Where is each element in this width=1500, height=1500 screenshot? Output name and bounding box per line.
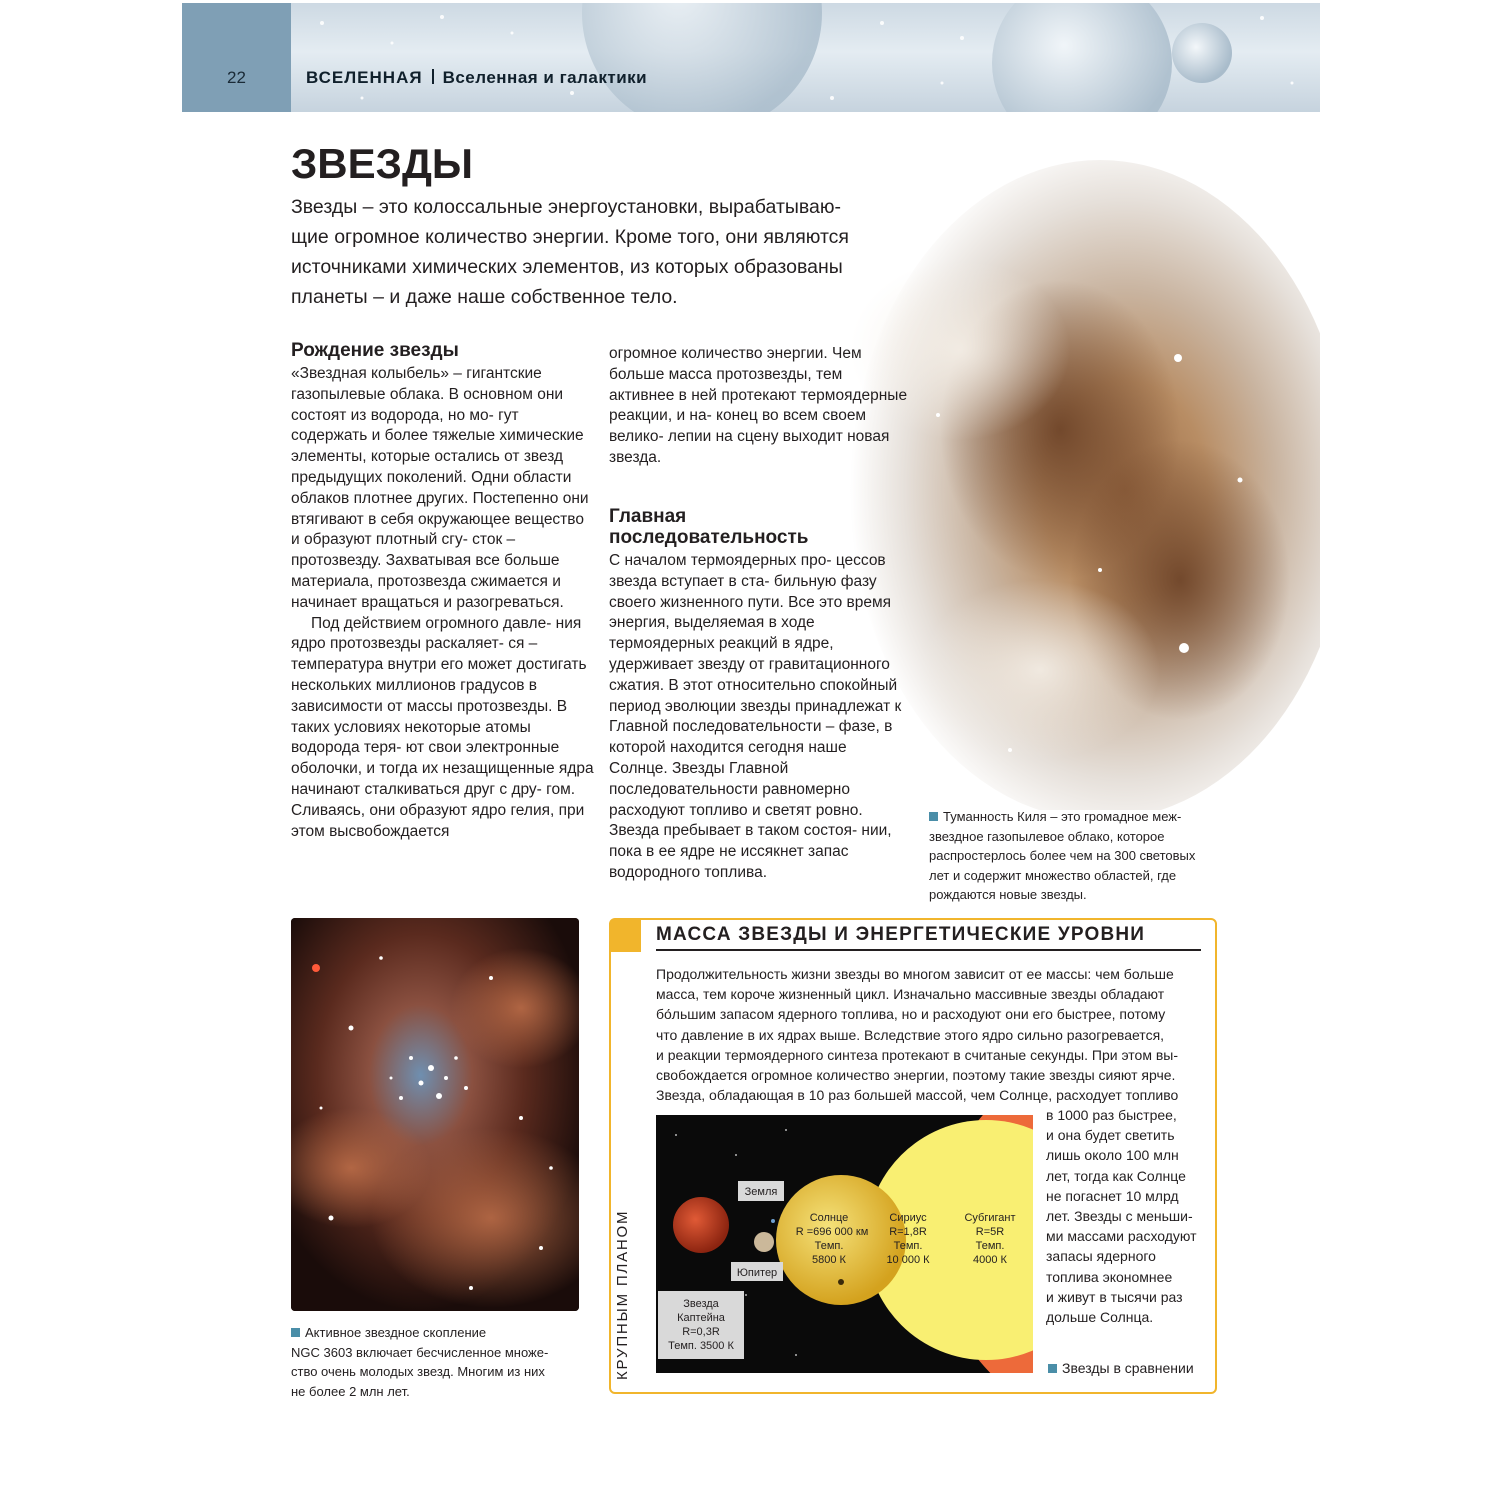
paragraph: «Звездная колыбель» – гигантские газопылевые облака. В основном они состоят из водорода, но мо- гут содержать и более тяжелые химические элементы, которые остались от звезд предыдущих поколений. Одни области облаков плотнее других. Постепенно они втягивают в себя окружающее вещество и образуют плотный сгу- сток – протозвезду. Захватывая все больше материала, протозвезда сжимается и начинает вращаться и разогреваться. [291, 365, 589, 611]
subgiant-label: R=5R [975, 1226, 1005, 1238]
jupiter-planet [754, 1232, 774, 1252]
page-number: 22 [227, 68, 246, 87]
heading-line: последовательность [609, 527, 809, 548]
article-title: ЗВЕЗДЫ [291, 140, 474, 187]
box-vertical-label: КРУПНЫМ ПЛАНОМ [614, 1209, 631, 1380]
star-birth-text [291, 364, 596, 842]
caption-line: рождаются новые звезды. [929, 887, 1087, 902]
subgiant-label: Субгигант [964, 1212, 1016, 1224]
caption-line: Туманность Киля – это громадное меж- [943, 809, 1182, 824]
box-line: лишь около 100 млн [1046, 1147, 1179, 1164]
ngc3603-image [291, 918, 579, 1311]
box-line: дольше Солнца. [1046, 1309, 1154, 1326]
kapteyn-label: Каптейна [677, 1312, 725, 1324]
lead-line: источниками химических элементов, из которых образованы [291, 256, 843, 278]
subgiant-label: Темп. [975, 1240, 1005, 1252]
star-comparison-graphic [656, 1115, 1033, 1373]
star-birth-text-continued [609, 344, 909, 469]
sun-label: R =696 000 км [795, 1226, 869, 1238]
cluster-caption [291, 1323, 581, 1401]
box-line: лет. Звезды с меньши- [1046, 1208, 1193, 1225]
box-line: масса, тем короче жизненный цикл. Изначально массивные звезды обладают [656, 986, 1165, 1003]
comparison-caption [1048, 1359, 1194, 1379]
box-line: Продолжительность жизни звезды во многом зависит от ее массы: чем больше [656, 966, 1174, 982]
caption-line: Активное звездное скопление [305, 1325, 487, 1340]
caption-line: лет и содержит множество областей, где [929, 867, 1177, 883]
subgiant-label: 4000 К [973, 1254, 1007, 1266]
earth-planet [771, 1219, 775, 1223]
lead-line: щие огромное количество энергии. Кроме того, они являются [291, 226, 849, 248]
sirius-label: Сириус [889, 1212, 927, 1224]
sirius-label: R=1,8R [889, 1226, 927, 1238]
heading-main-sequence [609, 506, 808, 548]
box-title-rule [656, 949, 1201, 951]
box-side-text [1046, 1105, 1211, 1327]
sun-spot [838, 1279, 844, 1285]
star-comparison-diagram [656, 1115, 1033, 1373]
planets-banner-image [182, 3, 1320, 112]
box-line: в 1000 раз быстрее, [1046, 1107, 1177, 1123]
caption-marker [291, 1328, 300, 1337]
box-line: и она будет светить [1046, 1127, 1175, 1144]
box-line: Звезда, обладающая в 10 раз большей массой, чем Солнце, расходует топливо [656, 1087, 1179, 1104]
kapteyn-label: Темп. 3500 К [668, 1340, 734, 1352]
kapteyn-label: Звезда [683, 1298, 719, 1310]
box-line: не погаснет 10 млрд [1046, 1187, 1179, 1204]
caption-line: звездное газопылевое облако, которое [929, 828, 1165, 844]
heading-line: Главная [609, 506, 687, 527]
main-sequence-text [609, 551, 909, 884]
box-text [656, 964, 1201, 1105]
lead-line: планеты – и даже наше собственное тело. [291, 286, 678, 308]
heading-star-birth: Рождение звезды [291, 340, 459, 361]
lead-line: Звезды – это колоссальные энергоустановки, вырабатываю- [291, 196, 841, 218]
sun-label: Темп. [814, 1240, 844, 1252]
nebula-caption [929, 807, 1219, 905]
box-line: что давление в их ядрах выше. Вследствие этого ядро сильно разогревается, [656, 1026, 1165, 1043]
box-line: топлива экономнее [1046, 1268, 1173, 1285]
kapteyn-label: R=0,3R [682, 1326, 720, 1338]
box-line: свобождается огромное количество энергии, поэтому такие звезды сияют ярче. [656, 1067, 1176, 1084]
caption-line: NGC 3603 включает бесчисленное множе- [291, 1344, 549, 1360]
carina-nebula-image [840, 150, 1320, 810]
box-line: запасы ядерного [1046, 1248, 1156, 1265]
page-number-box [182, 3, 291, 112]
box-line: бо́льшим запасом ядерного топлива, но и расходуют они его быстрее, потому [656, 1006, 1166, 1023]
box-line: ми массами расходуют [1046, 1228, 1197, 1245]
paragraph: С началом термоядерных про- цессов звезда вступает в ста- бильную фазу своего жизненного пути. Все это время энергия, выделяемая в ходе термоядерных реакций в ядре, удерживает звезду от гравитационного сжатия. В этот относительно спокойный период эволюции звезды принадлежат к Главной последовательности – фазе, в которой находится сегодня наше Солнце. Звезды Главной последовательности равномерно расходуют топливо и светят ровно. Звезда пребывает в таком состоя- нии, пока в ее ядре не иссякнет запас водородного топлива. [609, 552, 902, 881]
divider [432, 69, 434, 84]
caption-marker [929, 812, 938, 821]
caption-marker [1048, 1364, 1057, 1373]
box-tab [611, 920, 641, 952]
running-head [306, 68, 647, 88]
box-title: МАССА ЗВЕЗДЫ И ЭНЕРГЕТИЧЕСКИЕ УРОВНИ [656, 924, 1146, 945]
box-line: и реакции термоядерного синтеза протекают в считаные секунды. При этом вы- [656, 1046, 1178, 1063]
section-name: ВСЕЛЕННАЯ [306, 68, 423, 87]
paragraph: Под действием огромного давле- ния ядро протозвезды раскаляет- ся – температура внутри его может достигать нескольких миллионов градусов в зависимости от массы протозвезды. В таких условиях некоторые атомы водорода теря- ют свои электронные оболочки, и тогда их незащищенные ядра начинают сталкиваться друг с дру- гом. Сливаясь, они образуют ядро гелия, при этом высвобождается [291, 614, 594, 840]
paragraph: огромное количество энергии. Чем больше масса протозвезды, тем активнее в ней протекают термоядерные реакции, и на- конец во всем своем велико- лепии на сцену выходит новая звезда. [609, 345, 908, 466]
box-line: и живут в тысячи раз [1046, 1288, 1183, 1305]
caption-line: ство очень молодых звезд. Многим из них [291, 1364, 545, 1379]
caption-line: распростерлось более чем на 300 световых [929, 848, 1196, 863]
star-cluster-photo [291, 918, 579, 1311]
jupiter-label: Юпитер [736, 1267, 778, 1279]
caption-text: Звезды в сравнении [1062, 1360, 1194, 1376]
header-banner [182, 3, 1320, 112]
subsection-name: Вселенная и галактики [442, 68, 648, 87]
sun-label: 5800 К [812, 1254, 846, 1266]
sirius-label: Темп. [893, 1240, 923, 1252]
kapteyn-star [673, 1197, 729, 1253]
sun-label: Солнце [809, 1212, 849, 1224]
sirius-label: 10 000 К [886, 1254, 930, 1266]
box-line: лет, тогда как Солнце [1046, 1167, 1186, 1184]
earth-label: Земля [744, 1186, 778, 1198]
caption-line: не более 2 млн лет. [291, 1383, 410, 1399]
lead-paragraph [291, 192, 901, 312]
